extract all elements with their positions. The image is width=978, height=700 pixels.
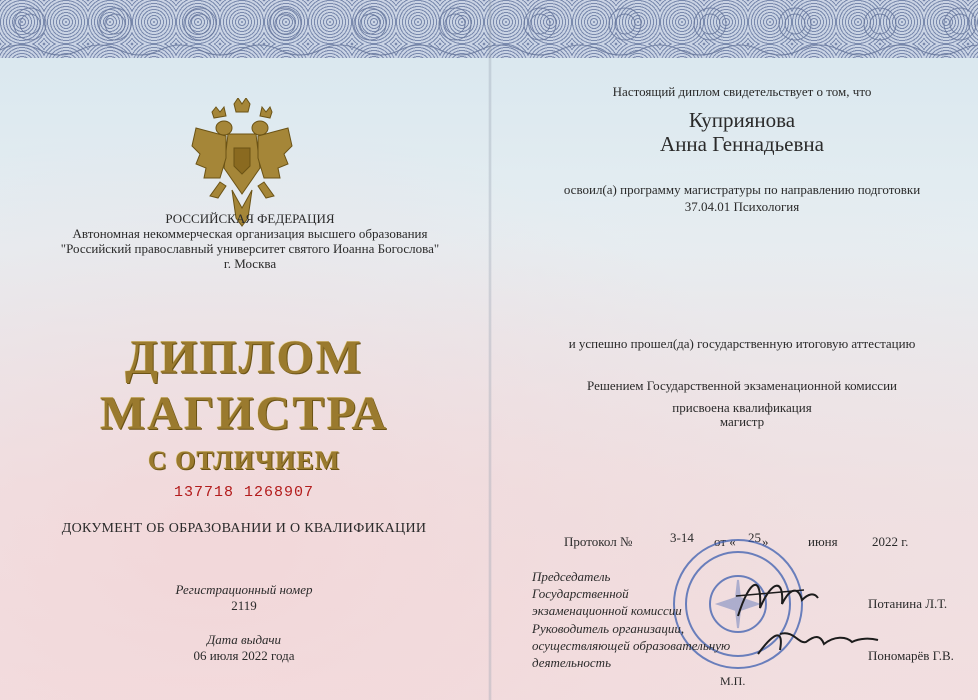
head-signature: [754, 614, 884, 664]
organization-type: Автономная некоммерческая организация высшего образования: [72, 226, 428, 241]
chair-label: [532, 568, 682, 619]
program-text: освоил(а) программу магистратуры по направлению подготовки: [563, 182, 921, 197]
intro-text: Настоящий диплом свидетельствует о том, что: [612, 84, 872, 99]
chair-label-line1: Председатель: [532, 569, 611, 584]
registration-label: Регистрационный номер: [175, 582, 313, 597]
serial-number: 137718 1268907: [173, 484, 315, 501]
city: г. Москва: [223, 256, 277, 271]
head-label-line3: деятельность: [532, 655, 611, 670]
country-name: РОССИЙСКАЯ ФЕДЕРАЦИЯ: [165, 211, 335, 226]
decision-text: Решением Государственной экзаменационной комиссии: [587, 378, 897, 393]
program-code: 37.04.01 Психология: [684, 199, 800, 214]
head-label: [532, 620, 730, 671]
qualification-value: магистр: [719, 414, 765, 429]
head-name: Пономарёв Г.В.: [868, 648, 954, 663]
attestation-text: и успешно прошел(да) государственную итоговую аттестацию: [568, 336, 916, 351]
diploma-title: ДИПЛОМ: [124, 331, 364, 384]
stamp-mark: М.П.: [720, 674, 746, 688]
head-label-line2: осуществляющей образовательную: [532, 638, 731, 653]
chair-label-line2: Государственной: [532, 586, 629, 601]
protocol-year: 2022 г.: [872, 534, 909, 549]
protocol-close-quote: »: [762, 534, 769, 549]
right-page: [492, 58, 978, 700]
chair-name: Потанина Л.Т.: [868, 596, 948, 611]
issuer-block: [40, 211, 460, 271]
document-type: ДОКУМЕНТ ОБ ОБРАЗОВАНИИ И О КВАЛИФИКАЦИИ: [61, 521, 427, 536]
protocol-day: 25: [748, 530, 761, 545]
issue-date: 06 июля 2022 года: [193, 648, 295, 663]
issue-date-label: Дата выдачи: [206, 632, 282, 647]
organization-name: "Российский православный университет святого Иоанна Богослова": [60, 241, 440, 256]
protocol-number: 3-14: [670, 530, 694, 545]
protocol-from-label: от «: [714, 534, 736, 549]
left-page: [0, 58, 488, 700]
graduate-surname: Куприянова: [688, 108, 796, 132]
degree-title: МАГИСТРА: [99, 387, 389, 440]
protocol-label: Протокол №: [564, 534, 633, 549]
graduate-given-names: Анна Геннадьевна: [660, 132, 824, 156]
qualification-label: присвоена квалификация: [672, 400, 812, 415]
honors-title: С ОТЛИЧИЕМ: [147, 446, 341, 475]
registration-number: 2119: [231, 598, 257, 613]
head-label-line1: Руководитель организации,: [532, 621, 685, 636]
protocol-month: июня: [808, 534, 838, 549]
chair-label-line3: экзаменационной комиссии: [532, 603, 682, 618]
